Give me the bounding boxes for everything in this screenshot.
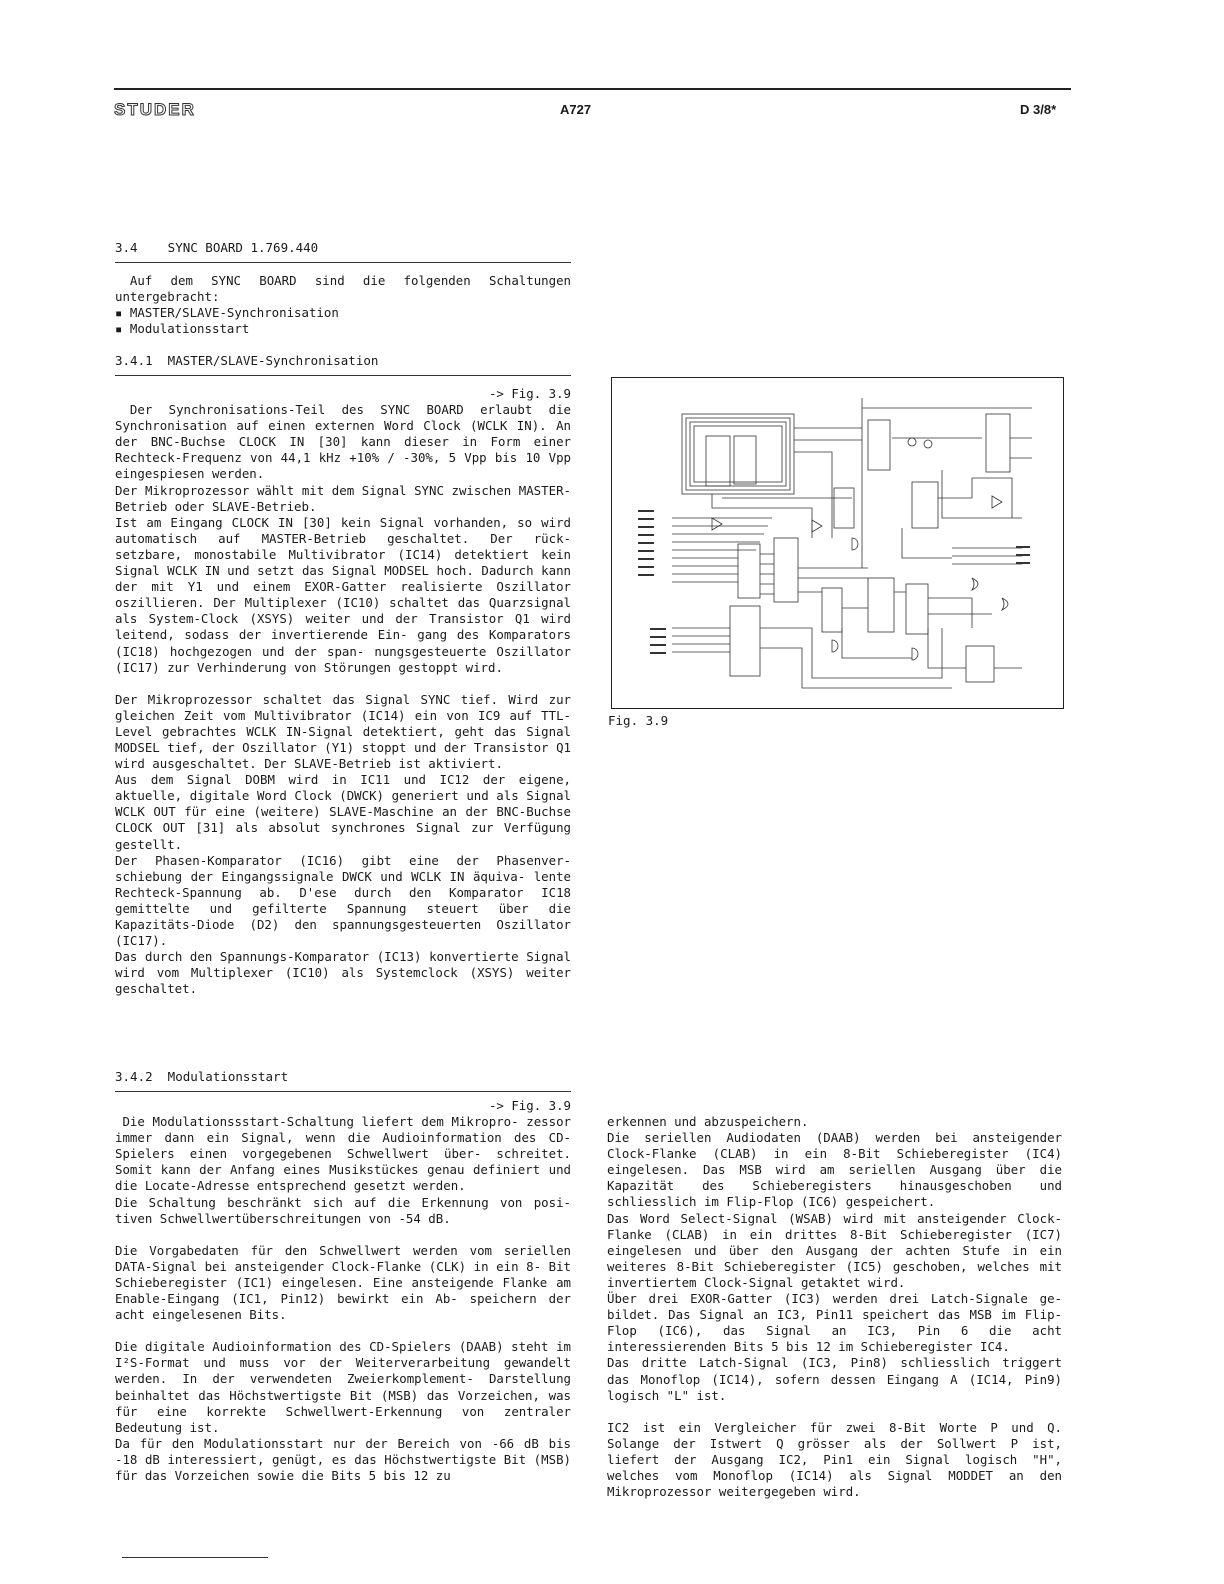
- paragraph: Der Synchronisations-Teil des SYNC BOARD erlaubt die Synchronisation auf einen externen Word Clock (WCLK IN). An der BNC-Buchse CLOCK IN [30] kann dieser in Form einer Rechteck-Frequenz von 44,1 kHz +10% / -30%, 5 Vpp bis 10 Vpp eingespiesen werden.: [115, 402, 571, 482]
- footnote-rule: [122, 1557, 268, 1558]
- paragraph: Über drei EXOR-Gatter (IC3) werden drei Latch-Signale ge- bildet. Das Signal an IC3, Pin11 speichert das MSB im Flip-Flop (IC6), das Signal an IC3, Pin 6 die acht interessierenden Bits 5 bis 12 im Schieberegister IC4.: [607, 1291, 1062, 1355]
- section-heading-3-4-2: 3.4.2 Modulationsstart: [115, 1069, 289, 1084]
- paragraph: Aus dem Signal DOBM wird in IC11 und IC12 der eigene, aktuelle, digitale Word Clock (DWCK) generiert und als Signal WCLK OUT für eine (weitere) SLAVE-Maschine an der BNC-Buchse CLOCK OUT [31] als absolut synchrones Signal zur Verfügung gestellt.: [115, 772, 571, 852]
- page-number: D 3/8*: [1020, 102, 1057, 117]
- paragraph: Das dritte Latch-Signal (IC3, Pin8) schliesslich triggert das Monoflop (IC14), sofern dessen Eingang A (IC14, Pin9) logisch "L" ist.: [607, 1355, 1062, 1403]
- figure-reference: -> Fig. 3.9: [488, 1098, 571, 1113]
- paragraph: Ist am Eingang CLOCK IN [30] kein Signal vorhanden, so wird automatisch auf MASTER-Betrieb geschaltet. Der rück- setzbare, monostabile Multivibrator (IC14) detektiert kein Signal WCLK IN und setzt das Signal MODSEL hoch. Dadurch kann der mit Y1 und einem EXOR-Gatter realisierte Oszillator oszillieren. Der Multiplexer (IC10) schaltet das Quarzsignal als System-Clock (XSYS) weiter und der Transistor Q1 wird leitend, sodass der invertierende Ein- gang des Komparators (IC18) hochgezogen und der span- nungsgesteuerte Oszillator (IC17) zur Verhinderung von Störungen gestoppt wird.: [115, 514, 571, 675]
- paragraph: Das Word Select-Signal (WSAB) wird mit ansteigender Clock-Flanke (CLAB) in ein drittes 8-Bit Schieberegister (IC7) eingelesen und über den Ausgang der achten Stufe in ein weiteres 8-Bit Schieberegister (IC5) geschoben, welches mit invertiertem Clock-Signal getaktet wird.: [607, 1210, 1062, 1290]
- paragraph: Die seriellen Audiodaten (DAAB) werden bei ansteigender Clock-Flanke (CLAB) in ein 8-Bit Schieberegister (IC4) eingelesen. Das MSB wird am seriellen Ausgang über die Kapazität des Schieberegisters hinausgeschoben und schliesslich im Flip-Flop (IC6) gespeichert.: [607, 1130, 1062, 1210]
- header-rule: [114, 88, 1071, 90]
- model-number: A727: [560, 102, 592, 117]
- section-3-4-1-body: [115, 386, 571, 997]
- figure-schematic: [611, 377, 1064, 709]
- section-heading-3-4: 3.4 SYNC BOARD 1.769.440: [115, 240, 319, 255]
- section-rule: [115, 1091, 571, 1092]
- section-heading-3-4-1: 3.4.1 MASTER/SLAVE-Synchronisation: [115, 353, 379, 368]
- figure-reference: -> Fig. 3.9: [488, 386, 571, 401]
- section-3-4-2-left-column: [115, 1098, 571, 1484]
- bullet-item: ▪ Modulationsstart: [115, 321, 571, 337]
- paragraph: IC2 ist ein Vergleicher für zwei 8-Bit Worte P und Q. Solange der Istwert Q grösser als der Sollwert P ist, liefert der Ausgang IC2, Pin1 ein Signal logisch "H", welches vom Monoflop (IC14) als Signal MODDET an den Mikroprozessor weitergegeben wird.: [607, 1419, 1062, 1500]
- figure-caption: Fig. 3.9: [608, 713, 669, 728]
- bullet-list: [115, 305, 571, 337]
- paragraph: Der Mikroprozessor schaltet das Signal SYNC tief. Wird zur gleichen Zeit vom Multivibrator (IC14) ein von IC9 auf TTL-Level gebrachtes WCLK IN-Signal detektiert, geht das Signal MODSEL tief, der Oszillator (Y1) stoppt und der Transistor Q1 wird ausgeschaltet. Der SLAVE-Betrieb ist aktiviert.: [115, 691, 571, 772]
- section-rule: [115, 375, 571, 376]
- paragraph: Der Phasen-Komparator (IC16) gibt eine der Phasenver- schiebung der Eingangssignale DWCK und WCLK IN äquiva- lente Rechteck-Spannung ab. D'ese durch den Komparator IC18 gemittelte und gefilterte Spannung steuert über die Kapazitäts-Diode (D2) den spannungsgesteuerten Oszillator (IC17).: [115, 852, 571, 949]
- circuit-schematic-drawing: [612, 378, 1062, 707]
- section-3-4-body: [115, 273, 571, 337]
- intro-paragraph: Auf dem SYNC BOARD sind die folgenden Schaltungen untergebracht:: [115, 273, 571, 305]
- studer-logo: STUDER: [114, 100, 196, 119]
- paragraph: Die Modulationssstart-Schaltung liefert dem Mikropro- zessor immer dann ein Signal, wenn die Audioinformation des CD-Spielers einen vorgegebenen Schwellwert über- schreitet. Somit kann der Anfang eines Musikstückes genau definiert und die Locate-Adresse entsprechend gesetzt werden.: [115, 1114, 571, 1194]
- bullet-item: ▪ MASTER/SLAVE-Synchronisation: [115, 305, 571, 321]
- paragraph: Die Vorgabedaten für den Schwellwert werden vom seriellen DATA-Signal bei ansteigender Clock-Flanke (CLK) in ein 8- Bit Schieberegister (IC1) eingelesen. Eine ansteigende Flanke am Enable-Eingang (IC1, Pin12) bewirkt ein Ab- speichern der acht eingelesenen Bits.: [115, 1242, 571, 1323]
- paragraph: erkennen und abzuspeichern.: [607, 1114, 809, 1129]
- paragraph: Da für den Modulationsstart nur der Bereich von -66 dB bis -18 dB interessiert, genügt, es das Höchstwertigste Bit (MSB) für das Vorzeichen sowie die Bits 5 bis 12 zu: [115, 1435, 571, 1483]
- section-rule: [115, 262, 571, 263]
- paragraph: Die digitale Audioinformation des CD-Spielers (DAAB) steht im I²S-Format und muss vor der Weiterverarbeitung gewandelt werden. In der verwendeten Zweierkomplement- Darstellung beinhaltet das Höchstwertigste Bit (MSB) das Vorzeichen, was für eine korrekte Schwellwert-Erkennung von zentraler Bedeutung ist.: [115, 1339, 571, 1435]
- paragraph: Das durch den Spannungs-Komparator (IC13) konvertierte Signal wird vom Multiplexer (IC10) als Systemclock (XSYS) weiter geschaltet.: [115, 949, 571, 997]
- paragraph: Der Mikroprozessor wählt mit dem Signal SYNC zwischen MASTER-Betrieb oder SLAVE-Betrieb.: [115, 482, 571, 514]
- paragraph: Die Schaltung beschränkt sich auf die Erkennung von posi- tiven Schwellwertüberschreitungen von -54 dB.: [115, 1194, 571, 1226]
- section-3-4-2-right-column: [607, 1114, 1062, 1500]
